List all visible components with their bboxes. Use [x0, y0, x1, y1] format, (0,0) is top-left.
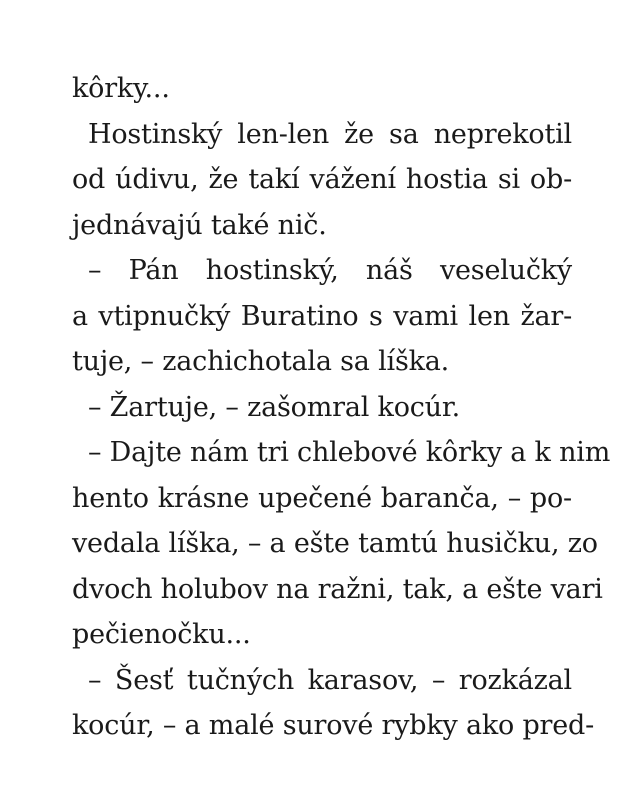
text-line: pečienočku... [72, 619, 251, 650]
text-line: – Šesť tučných karasov, – rozkázal [88, 664, 572, 696]
text-line: tuje, – zachichotala sa líška. [72, 346, 450, 377]
text-line: dvoch holubov na ražni, tak, a ešte vari [72, 573, 603, 605]
text-line: a vtipnučký Buratino s vami len žar- [72, 300, 572, 332]
text-line: – Pán hostinský, náš veselučký [88, 255, 572, 286]
text-line: od údivu, že takí vážení hostia si ob- [72, 164, 572, 195]
text-line: kocúr, – a malé surové rybky ako pred- [72, 710, 595, 741]
text-line: hento krásne upečené baranča, – po- [72, 482, 572, 514]
text-line: vedala líška, – a ešte tamtú husičku, zo [72, 528, 598, 559]
text-line: jednávajú také nič. [72, 209, 327, 241]
text-line: – Dajte nám tri chlebové kôrky a k nim [88, 437, 611, 468]
text-line: kôrky... [72, 73, 170, 104]
text-line: – Žartuje, – zašomral kocúr. [88, 391, 460, 423]
text-line: Hostinský len-len že sa neprekotil [88, 118, 572, 150]
book-page-text [72, 66, 611, 749]
